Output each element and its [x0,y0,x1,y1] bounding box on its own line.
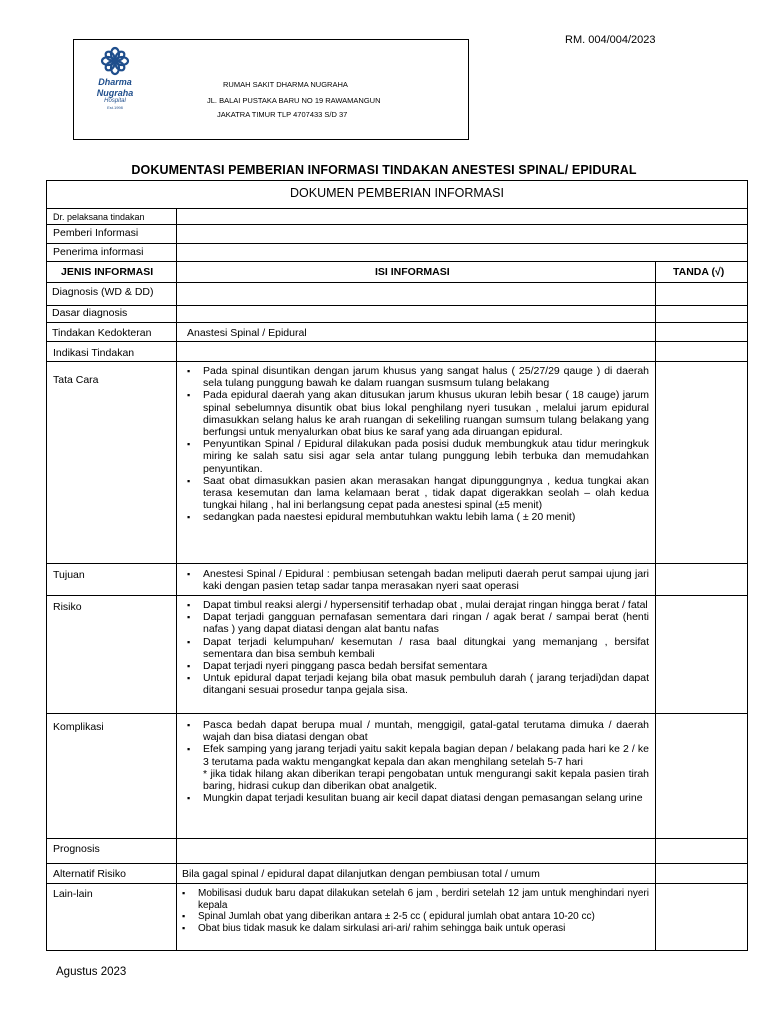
list-item: ▪ Efek samping yang jarang terjadi yaitu sakit kepala bagian depan / belakang pada hari ke 2 / ke 3 terutama pada waktu mengangkat kepala dan akan menghilang setelah 5-7 hari [186,743,649,767]
column-header-jenis: JENIS INFORMASI [61,266,154,278]
list-item: ▪ Dapat timbul reaksi alergi / hypersensitif terhadap obat , mulai derajat ringan hingga berat / fatal [186,599,649,611]
list-item: ▪ Anestesi Spinal / Epidural : pembiusan setengah badan meliputi daerah perut sampai ujung jari kaki dengan pasien tetap sadar tanpa merasakan nyeri saat operasi [186,568,649,592]
reference-number: RM. 004/004/2023 [565,34,656,46]
row-label-dasar: Dasar diagnosis [52,307,128,319]
komplikasi-note: * jika tidak hilang akan diberikan terapi pengobatan untuk mengurangi sakit kepala pasien tirah baring, hidrasi cukup dan diberikan obat analgetik. [203,767,649,793]
column-header-isi: ISI INFORMASI [375,266,450,278]
column-header-tanda: TANDA (√) [673,266,725,278]
row-label-prognosis: Prognosis [53,843,100,855]
logo-text-hospital: Hospital [104,98,126,104]
hospital-header-box [73,39,469,140]
lain-list [181,888,649,934]
komplikasi-list-2 [186,792,649,804]
list-item: ▪ sedangkan pada naestesi epidural membutuhkan waktu lebih lama ( ± 20 menit) [186,511,649,523]
logo-text-est: Est.1998 [107,105,123,110]
row-label-diagnosis: Diagnosis (WD & DD) [52,286,154,298]
logo-text-dharma: Dharma [98,77,132,87]
list-item: ▪ Obat bius tidak masuk ke dalam sirkulasi ari-ari/ rahim sehingga baik untuk operasi [181,923,649,935]
list-item: ▪ Dapat terjadi nyeri pinggang pasca bedah bersifat sementara [186,660,649,672]
row-label-receiver: Penerima informasi [53,246,144,258]
list-item: ▪ Untuk epidural dapat terjadi kejang bila obat masuk pembuluh darah ( jarang terjadi)dan dapat ditangani sesuai prosedur tanpa gejala sisa. [186,672,649,696]
information-form-table [46,180,748,951]
tata-cara-list [186,365,649,524]
row-label-komplikasi: Komplikasi [53,721,104,733]
row-label-doctor: Dr. pelaksana tindakan [53,212,145,222]
hospital-city-phone: JAKATRA TIMUR TLP 4707433 S/D 37 [217,110,348,119]
form-subtitle: DOKUMEN PEMBERIAN INFORMASI [290,186,504,200]
flower-logo-icon [100,46,130,76]
list-item: ▪ Mungkin dapat terjadi kesulitan buang air kecil dapat diatasi dengan pemasangan selang urine [186,792,649,804]
list-item: ▪ Dapat terjadi kelumpuhan/ kesemutan / rasa baal ditungkai yang memanjang , bersifat sementara dan bisa sembuh kembali [186,636,649,660]
list-item: ▪ Spinal Jumlah obat yang diberikan antara ± 2-5 cc ( epidural jumlah obat antara 10-20 cc) [181,911,649,923]
row-label-indikasi: Indikasi Tindakan [53,347,135,359]
komplikasi-list [186,719,649,768]
hospital-name: RUMAH SAKIT DHARMA NUGRAHA [223,80,348,89]
row-label-lain: Lain-lain [53,888,93,900]
row-label-risiko: Risiko [53,601,82,613]
tujuan-list [186,568,649,592]
document-title: DOKUMENTASI PEMBERIAN INFORMASI TINDAKAN ANESTESI SPINAL/ EPIDURAL [131,163,637,177]
row-value-alternatif: Bila gagal spinal / epidural dapat dilanjutkan dengan pembiusan total / umum [182,868,540,880]
row-label-tindakan: Tindakan Kedokteran [52,327,152,339]
row-label-tata-cara: Tata Cara [53,374,99,386]
list-item: ▪ Pasca bedah dapat berupa mual / muntah, menggigil, gatal-gatal terutama dimuka / daerah wajah dan bisa diatasi dengan obat [186,719,649,743]
hospital-logo [88,46,142,126]
list-item: ▪ Dapat terjadi gangguan pernafasan sementara dari ringan / agak berat / sampai berat (henti nafas ) yang dapat diatasi dengan alat bantu nafas [186,611,649,635]
row-label-giver: Pemberi Informasi [53,227,139,239]
logo-text-nugraha: Nugraha [96,88,134,98]
komplikasi-block [186,719,649,804]
row-label-tujuan: Tujuan [53,569,85,581]
list-item: ▪ Penyuntikan Spinal / Epidural dilakukan pada posisi duduk membungkuk atau tidur meringkuk miring ke salah satu sisi agar sela antar tulang punggung lebih terbuka dan memudahkan penyuntikan. [186,438,649,475]
risiko-list [186,599,649,697]
list-item: ▪ Pada epidural daerah yang akan ditusukan jarum khusus ukuran lebih besar ( 18 cauge) jarum spinal sebelumnya disuntik obat bius lokal penghilang nyeri tusukan , melalui jarum epidural dimasukkan selang halus ke arah ruangan di sekeliling ruangan sumsum tulang belakang yang berfungsi untuk menyalurkan obat bius ke saraf yang ada diruangan epidural. [186,389,649,438]
row-value-tindakan: Anastesi Spinal / Epidural [187,327,307,339]
hospital-address: JL. BALAI PUSTAKA BARU NO 19 RAWAMANGUN [207,96,381,105]
list-item: ▪ Pada spinal disuntikan dengan jarum khusus yang sangat halus ( 25/27/29 qauge ) di daerah sela tulang punggung bawah ke dalam ruangan susmsum tulang belakang [186,365,649,389]
list-item: ▪ Mobilisasi duduk baru dapat dilakukan setelah 6 jam , berdiri setelah 12 jam untuk menghindari nyeri kepala [181,888,649,911]
document-date: Agustus 2023 [56,966,127,978]
row-label-alternatif: Alternatif Risiko [53,868,126,880]
list-item: ▪ Saat obat dimasukkan pasien akan merasakan hangat dipunggungnya , kedua tungkai akan terasa kesemutan dan lama kelamaan berat , tidak dapat digerakkan seolah – olah kedua tungkai hilang , hal ini berlangsung cepat pada anestesi spinal (±5 menit) [186,475,649,512]
